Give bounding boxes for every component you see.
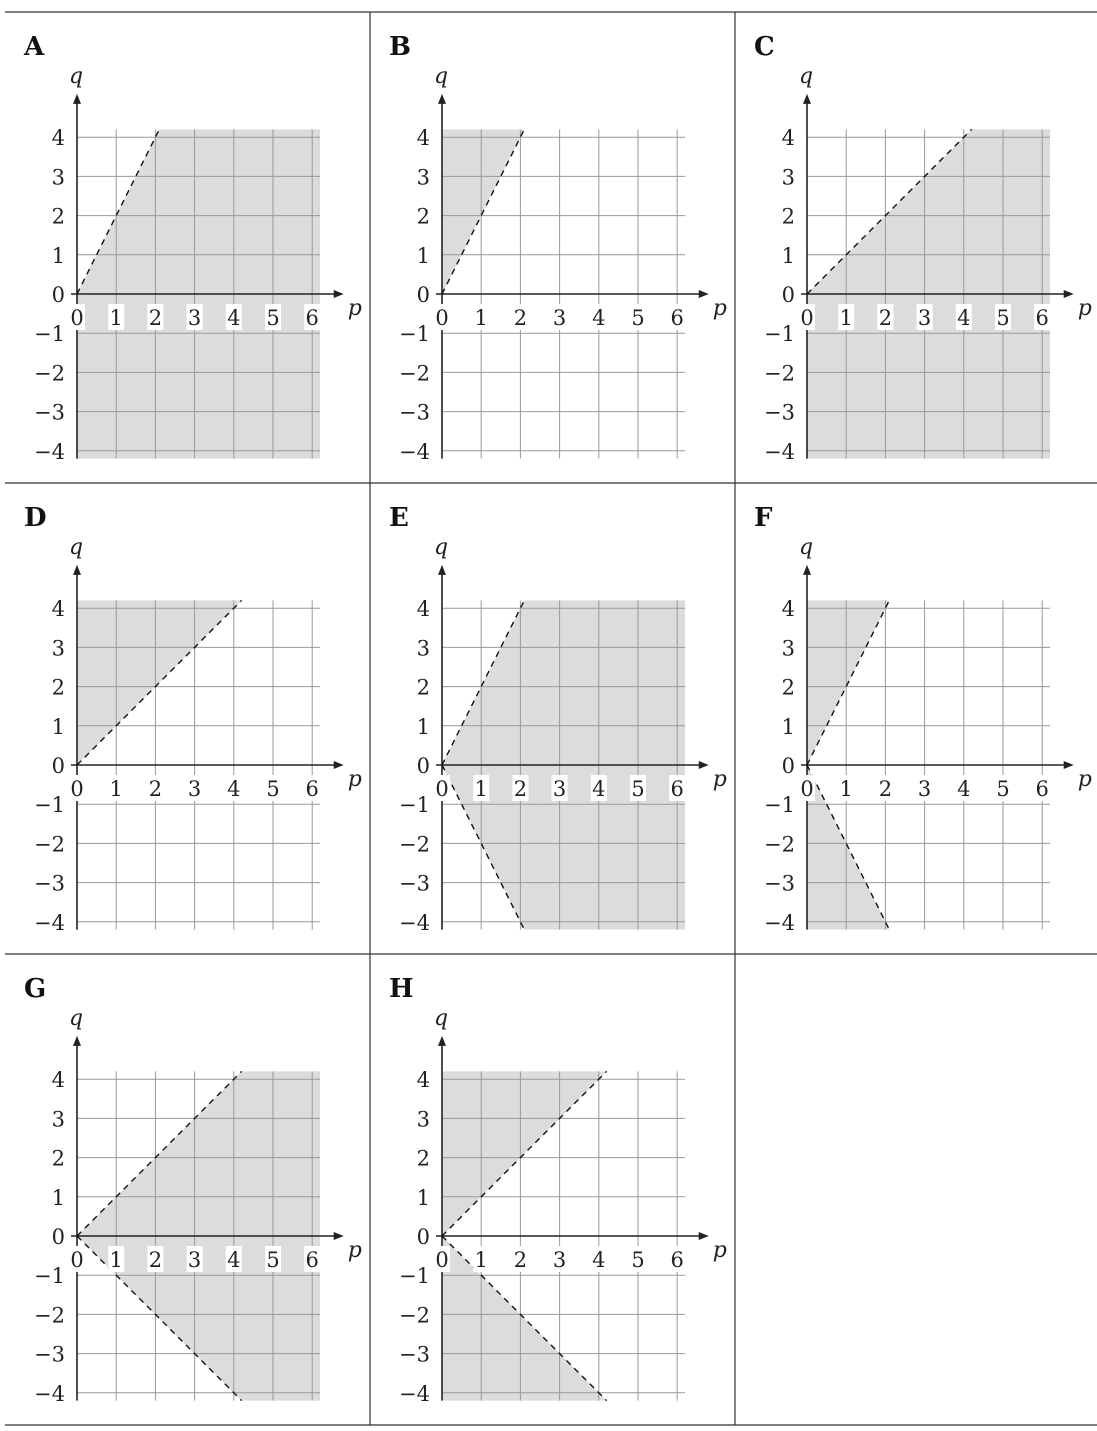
x-tick-label: 6 (1035, 777, 1049, 801)
x-tick-label: 5 (266, 306, 280, 330)
y-tick-label: −2 (399, 832, 430, 857)
graph-panel-g (24, 974, 362, 1406)
x-tick-label: 3 (187, 777, 202, 801)
graph-panel-b (389, 32, 727, 464)
panel-label: B (389, 32, 411, 62)
y-tick-label: 2 (51, 204, 65, 229)
p-axis-arrowhead (699, 1232, 709, 1240)
x-tick-label: 4 (227, 1248, 241, 1272)
y-tick-label: −4 (34, 910, 65, 935)
x-tick-label: 0 (800, 777, 814, 801)
graph-panel-d (24, 503, 362, 935)
p-axis-title: p (347, 767, 362, 792)
y-tick-label: 2 (416, 1146, 430, 1171)
y-tick-label: −3 (399, 400, 430, 425)
x-tick-label: 5 (996, 777, 1010, 801)
p-axis-title: p (712, 1238, 727, 1263)
p-axis-title: p (1077, 767, 1092, 792)
x-tick-label: 1 (109, 777, 123, 801)
p-axis-arrowhead (699, 761, 709, 769)
y-tick-label: 3 (781, 636, 795, 661)
x-tick-label: 2 (513, 1248, 528, 1272)
y-tick-label: 2 (781, 204, 795, 229)
y-tick-label: −3 (399, 1342, 430, 1367)
x-tick-label: 5 (631, 777, 645, 801)
y-tick-label: 4 (51, 126, 65, 151)
x-tick-label: 0 (800, 306, 814, 330)
y-tick-label: 1 (51, 243, 65, 268)
y-tick-label: 1 (781, 714, 795, 739)
p-axis-arrowhead (334, 1232, 344, 1240)
y-tick-label: 3 (51, 1107, 65, 1132)
p-axis-arrowhead (334, 761, 344, 769)
x-tick-label: 3 (187, 306, 202, 330)
q-axis-arrowhead (803, 94, 811, 104)
y-tick-label: 0 (416, 1225, 430, 1249)
panel-label: F (754, 503, 773, 533)
y-tick-label: −2 (764, 361, 795, 386)
x-tick-label: 2 (148, 1248, 163, 1272)
p-axis-title: p (712, 767, 727, 792)
x-tick-label: 5 (266, 777, 280, 801)
x-tick-label: 1 (839, 306, 853, 330)
y-tick-label: −3 (34, 400, 65, 425)
y-tick-label: 4 (416, 597, 430, 622)
y-tick-label: −3 (764, 871, 795, 896)
y-tick-label: −1 (399, 322, 430, 347)
x-tick-label: 0 (435, 777, 449, 801)
y-tick-label: 3 (51, 636, 65, 661)
y-tick-label: 0 (781, 283, 795, 307)
y-tick-label: −2 (34, 1303, 65, 1328)
y-tick-label: −1 (34, 793, 65, 818)
x-tick-label: 3 (552, 777, 567, 801)
y-tick-label: 1 (416, 714, 430, 739)
panel-label: A (24, 32, 45, 62)
y-tick-label: 3 (416, 165, 430, 190)
x-tick-label: 5 (266, 1248, 280, 1272)
p-axis-arrowhead (1064, 290, 1074, 298)
y-tick-label: 2 (781, 675, 795, 700)
q-axis-title: q (799, 534, 814, 560)
y-tick-label: 0 (51, 754, 65, 778)
y-tick-label: 1 (781, 243, 795, 268)
q-axis-arrowhead (73, 94, 81, 104)
y-tick-label: 4 (51, 1068, 65, 1093)
x-tick-label: 3 (552, 1248, 567, 1272)
x-tick-label: 4 (592, 306, 606, 330)
y-tick-label: 0 (416, 754, 430, 778)
x-tick-label: 5 (631, 1248, 645, 1272)
graph-panel-e (389, 503, 727, 935)
p-axis-arrowhead (699, 290, 709, 298)
y-tick-label: −3 (764, 400, 795, 425)
q-axis-title: q (69, 534, 84, 560)
q-axis-title: q (69, 1005, 84, 1031)
x-tick-label: 1 (474, 306, 488, 330)
p-axis-title: p (347, 1238, 362, 1263)
x-tick-label: 5 (996, 306, 1010, 330)
q-axis-arrowhead (438, 565, 446, 575)
x-tick-label: 1 (839, 777, 853, 801)
x-tick-label: 6 (670, 1248, 684, 1272)
y-tick-label: −2 (34, 832, 65, 857)
y-tick-label: −4 (764, 439, 795, 464)
y-tick-label: 2 (51, 1146, 65, 1171)
x-tick-label: 0 (70, 1248, 84, 1272)
y-tick-label: −4 (34, 439, 65, 464)
x-tick-label: 4 (957, 306, 971, 330)
x-tick-label: 0 (435, 1248, 449, 1272)
q-axis-title: q (69, 63, 84, 89)
x-tick-label: 2 (513, 777, 528, 801)
graph-panel-h (389, 974, 727, 1406)
y-tick-label: 2 (416, 675, 430, 700)
q-axis-arrowhead (73, 565, 81, 575)
graph-panel-f (754, 503, 1092, 935)
x-tick-label: 1 (109, 1248, 123, 1272)
y-tick-label: −3 (34, 871, 65, 896)
y-tick-label: −1 (764, 793, 795, 818)
y-tick-label: −2 (34, 361, 65, 386)
x-tick-label: 3 (917, 777, 932, 801)
y-tick-label: −1 (399, 1264, 430, 1289)
y-tick-label: 0 (781, 754, 795, 778)
graph-panel-c (754, 32, 1092, 464)
q-axis-title: q (799, 63, 814, 89)
x-tick-label: 2 (148, 306, 163, 330)
y-tick-label: −1 (34, 1264, 65, 1289)
y-tick-label: 3 (781, 165, 795, 190)
x-tick-label: 4 (957, 777, 971, 801)
y-tick-label: 4 (416, 126, 430, 151)
y-tick-label: 2 (416, 204, 430, 229)
y-tick-label: 0 (416, 283, 430, 307)
x-tick-label: 2 (148, 777, 163, 801)
q-axis-title: q (434, 63, 449, 89)
p-axis-arrowhead (1064, 761, 1074, 769)
x-tick-label: 5 (631, 306, 645, 330)
p-axis-title: p (1077, 296, 1092, 321)
graph-panel-a (23, 32, 362, 464)
y-tick-label: −4 (399, 910, 430, 935)
y-tick-label: −1 (34, 322, 65, 347)
y-tick-label: 3 (51, 165, 65, 190)
y-tick-label: −3 (34, 1342, 65, 1367)
q-axis-title: q (434, 1005, 449, 1031)
y-tick-label: 1 (416, 1185, 430, 1210)
q-axis-title: q (434, 534, 449, 560)
panel-label: H (389, 974, 414, 1004)
y-tick-label: 1 (51, 1185, 65, 1210)
x-tick-label: 6 (1035, 306, 1049, 330)
panel-label: C (754, 32, 775, 62)
p-axis-title: p (347, 296, 362, 321)
y-tick-label: 4 (416, 1068, 430, 1093)
x-tick-label: 1 (109, 306, 123, 330)
y-tick-label: −4 (399, 1381, 430, 1406)
y-tick-label: −1 (764, 322, 795, 347)
p-axis-title: p (712, 296, 727, 321)
p-axis-arrowhead (334, 290, 344, 298)
y-tick-label: 0 (51, 283, 65, 307)
x-tick-label: 6 (670, 306, 684, 330)
x-tick-label: 3 (552, 306, 567, 330)
y-tick-label: −4 (764, 910, 795, 935)
y-tick-label: −1 (399, 793, 430, 818)
x-tick-label: 6 (305, 306, 319, 330)
x-tick-label: 2 (513, 306, 528, 330)
x-tick-label: 1 (474, 1248, 488, 1272)
y-tick-label: −2 (399, 1303, 430, 1328)
x-tick-label: 2 (878, 777, 893, 801)
y-tick-label: 2 (51, 675, 65, 700)
q-axis-arrowhead (803, 565, 811, 575)
panel-label: G (24, 974, 47, 1004)
x-tick-label: 0 (435, 306, 449, 330)
y-tick-label: 4 (51, 597, 65, 622)
x-tick-label: 6 (670, 777, 684, 801)
y-tick-label: −2 (399, 361, 430, 386)
x-tick-label: 1 (474, 777, 488, 801)
x-tick-label: 2 (878, 306, 893, 330)
q-axis-arrowhead (438, 94, 446, 104)
y-tick-label: 4 (781, 597, 795, 622)
x-tick-label: 6 (305, 1248, 319, 1272)
y-tick-label: 4 (781, 126, 795, 151)
panel-label: E (389, 503, 409, 533)
y-tick-label: 0 (51, 1225, 65, 1249)
y-tick-label: 1 (416, 243, 430, 268)
x-tick-label: 4 (592, 777, 606, 801)
y-tick-label: −4 (399, 439, 430, 464)
y-tick-label: 3 (416, 636, 430, 661)
x-tick-label: 0 (70, 306, 84, 330)
x-tick-label: 3 (917, 306, 932, 330)
x-tick-label: 4 (592, 1248, 606, 1272)
q-axis-arrowhead (73, 1036, 81, 1046)
x-tick-label: 3 (187, 1248, 202, 1272)
y-tick-label: −3 (399, 871, 430, 896)
x-tick-label: 0 (70, 777, 84, 801)
y-tick-label: −4 (34, 1381, 65, 1406)
y-tick-label: 1 (51, 714, 65, 739)
y-tick-label: 3 (416, 1107, 430, 1132)
q-axis-arrowhead (438, 1036, 446, 1046)
x-tick-label: 6 (305, 777, 319, 801)
y-tick-label: −2 (764, 832, 795, 857)
panel-label: D (24, 503, 47, 533)
x-tick-label: 4 (227, 306, 241, 330)
x-tick-label: 4 (227, 777, 241, 801)
